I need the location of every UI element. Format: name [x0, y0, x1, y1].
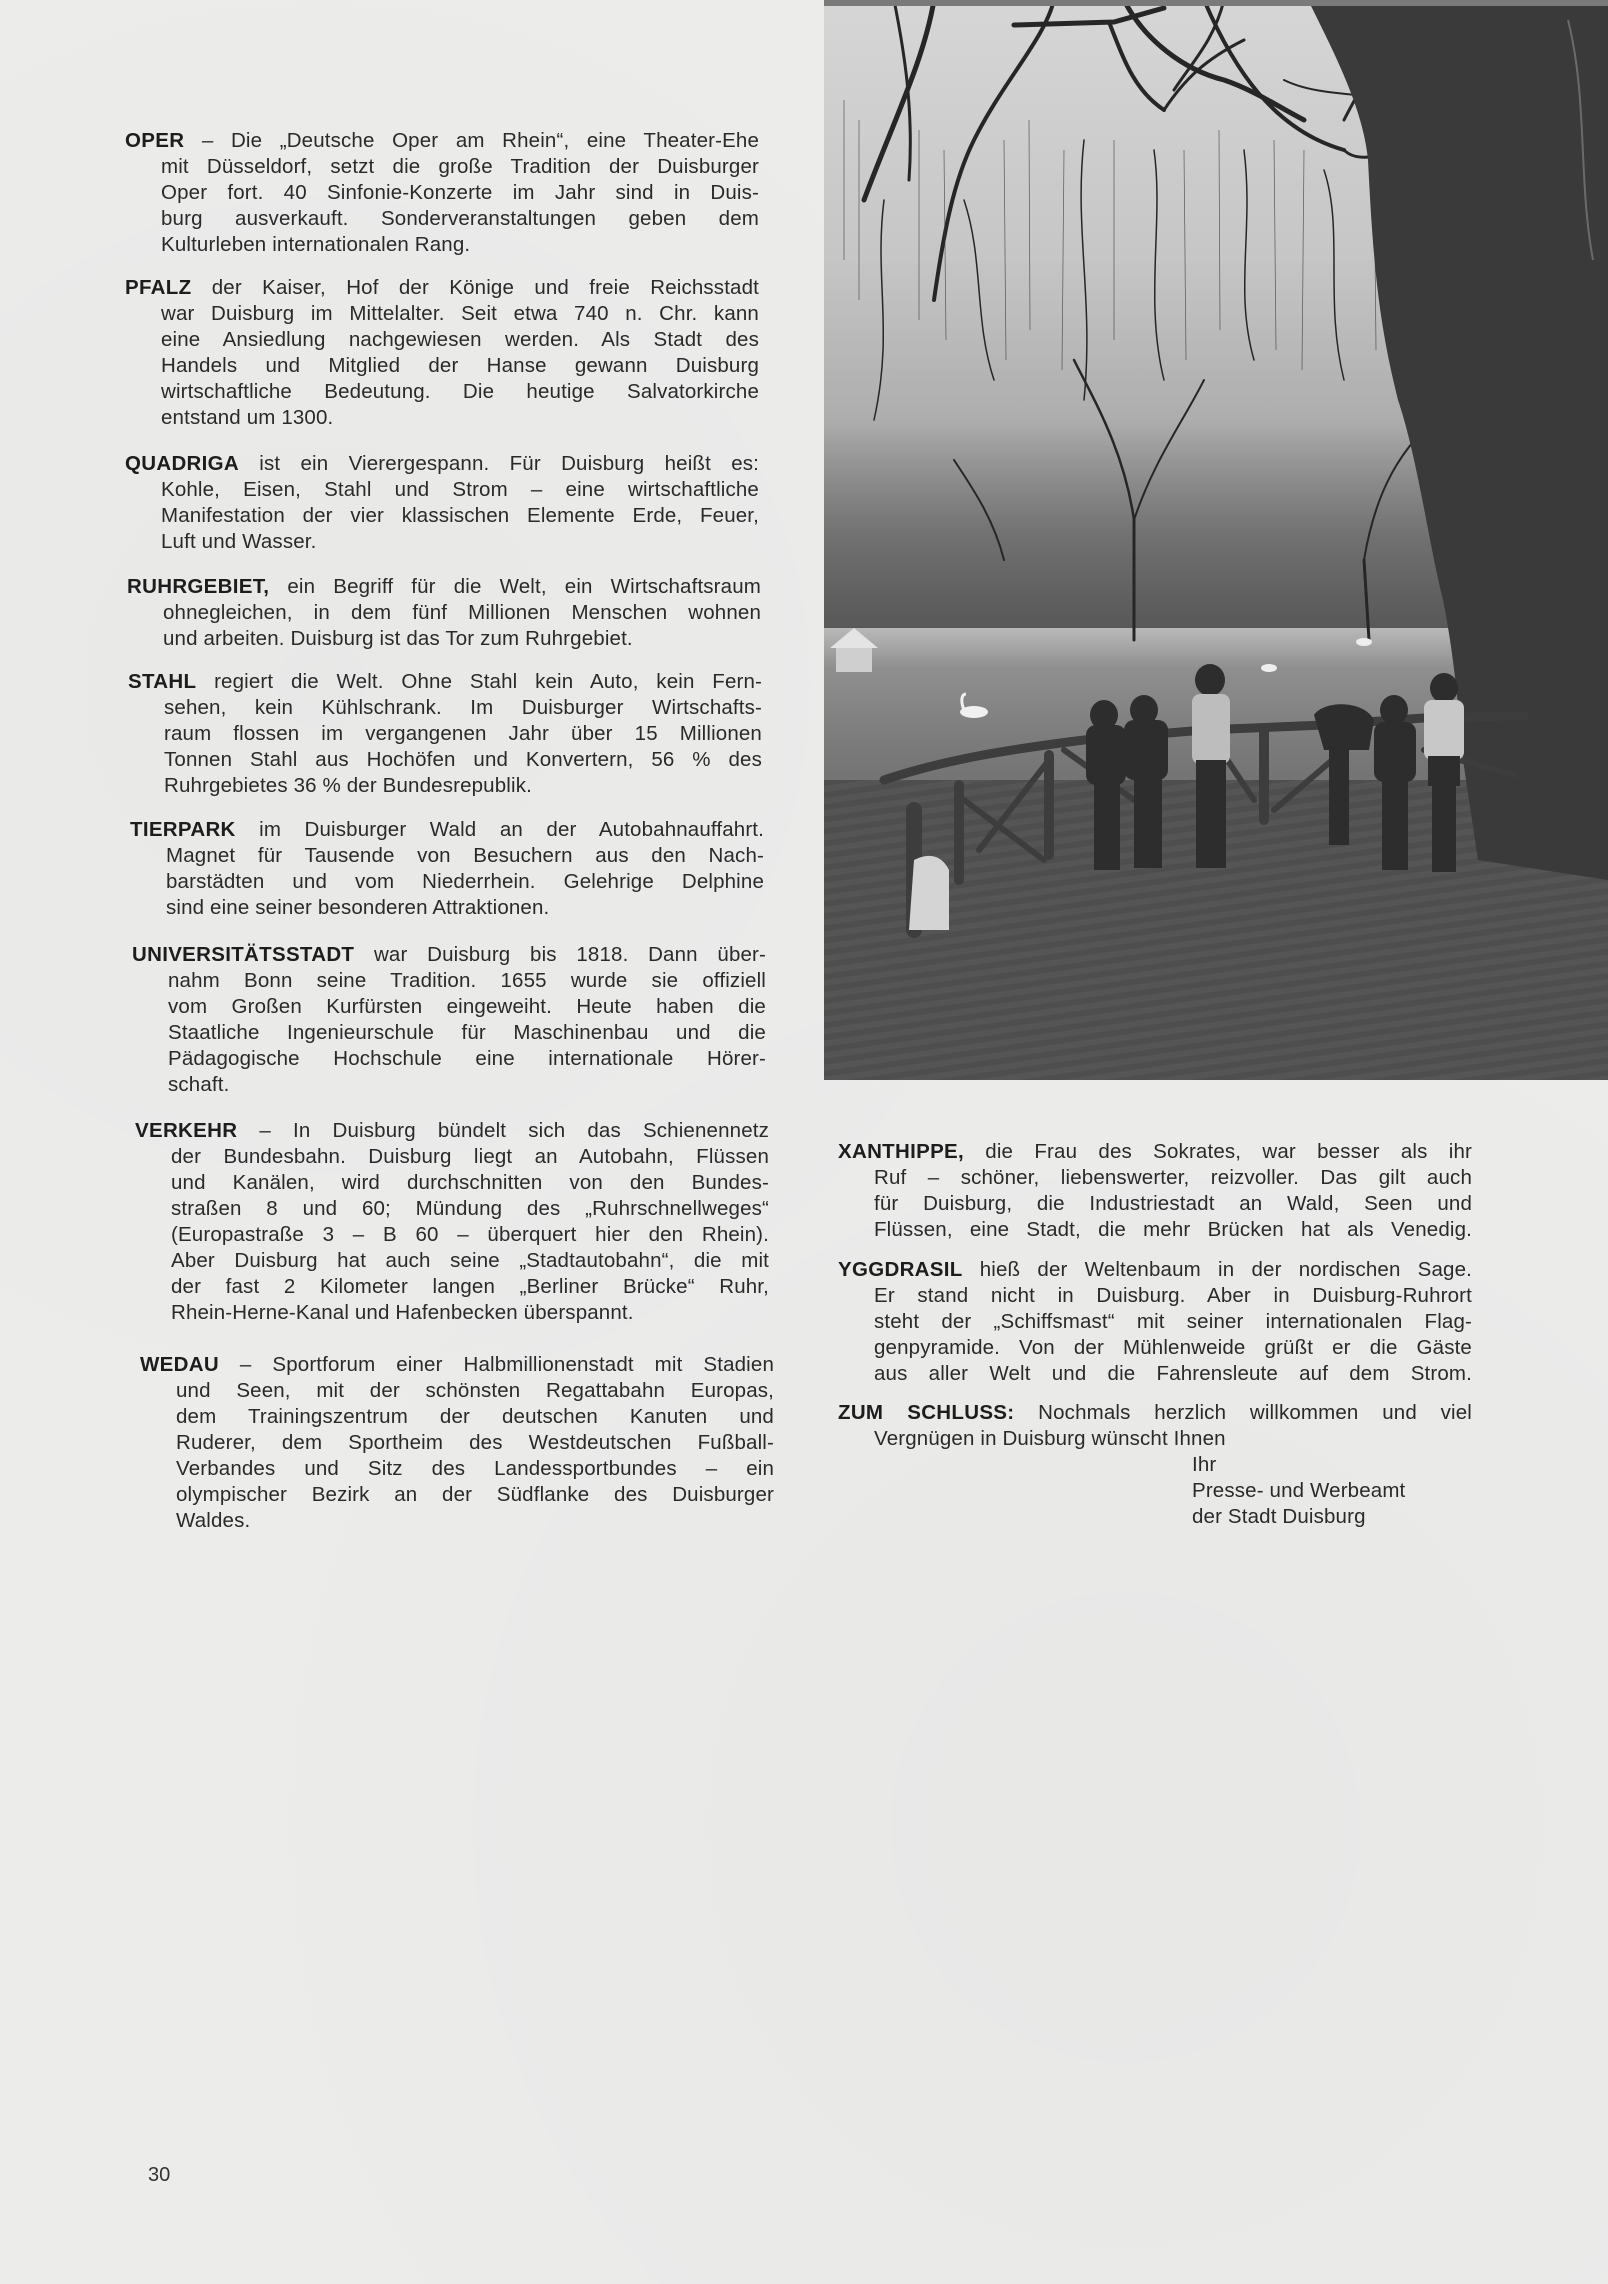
entry-pfalz — [125, 275, 759, 431]
entry-term: XANTHIPPE, — [838, 1140, 965, 1163]
entry-line: Oper fort. 40 Sinfonie-Konzerte im Jahr sind in Duis- — [161, 181, 759, 204]
entry-line: Flüssen, eine Stadt, die mehr Brücken hat als Venedig. — [874, 1218, 1472, 1241]
entry-line: und arbeiten. Duisburg ist das Tor zum Ruhrgebiet. — [163, 627, 633, 650]
entry-term: YGGDRASIL — [838, 1258, 963, 1281]
entry-line: für Duisburg, die Industriestadt an Wald, Seen und — [874, 1192, 1472, 1215]
entry-line: Kohle, Eisen, Stahl und Strom – eine wirtschaftliche — [161, 478, 759, 501]
entry-line: Luft und Wasser. — [161, 530, 317, 553]
entry-line: TIERPARK im Duisburger Wald an der Autobahnauffahrt. — [130, 818, 764, 841]
entry-line: WEDAU – Sportforum einer Halbmillionenstadt mit Stadien — [140, 1353, 774, 1376]
entry-line: olympischer Bezirk an der Südflanke des Duisburger — [176, 1483, 774, 1506]
entry-quadriga — [125, 451, 759, 555]
entry-line: steht der „Schiffsmast“ mit seiner internationalen Flag- — [874, 1310, 1472, 1333]
entry-line: Ruderer, dem Sportheim des Westdeutschen Fußball- — [176, 1431, 774, 1454]
entry-line: (Europastraße 3 – B 60 – überquert hier den Rhein). — [171, 1223, 769, 1246]
entry-term: QUADRIGA — [125, 452, 240, 475]
entry-line: mit Düsseldorf, setzt die große Tradition der Duisburger — [161, 155, 759, 178]
entry-tierpark — [130, 817, 764, 921]
entry-line: entstand um 1300. — [161, 406, 334, 429]
entry-line: der fast 2 Kilometer langen „Berliner Brücke“ Ruhr, — [171, 1275, 769, 1298]
entry-line: Handels und Mitglied der Hanse gewann Duisburg — [161, 354, 759, 377]
entry-line: straßen 8 und 60; Mündung des „Ruhrschnellweges“ — [171, 1197, 769, 1220]
entry-line: YGGDRASIL hieß der Weltenbaum in der nordischen Sage. — [838, 1258, 1472, 1281]
entry-line: Staatliche Ingenieurschule für Maschinenbau und die — [168, 1021, 766, 1044]
entry-line: sind eine seiner besonderen Attraktionen. — [166, 896, 550, 919]
entry-line: aus aller Welt und die Fahrensleute auf dem Strom. — [874, 1362, 1472, 1385]
entry-universitaetsstadt — [132, 942, 766, 1098]
entry-verkehr — [135, 1118, 769, 1326]
entry-yggdrasil — [838, 1257, 1472, 1387]
entry-line: VERKEHR – In Duisburg bündelt sich das Schienennetz — [135, 1119, 769, 1142]
entry-line: Kulturleben internationalen Rang. — [161, 233, 471, 256]
entry-line: nahm Bonn seine Tradition. 1655 wurde sie offiziell — [168, 969, 766, 992]
entry-line: OPER – Die „Deutsche Oper am Rhein“, eine Theater-Ehe — [125, 129, 759, 152]
page-number: 30 — [148, 2164, 171, 2186]
entry-term: RUHRGEBIET, — [127, 575, 270, 598]
entry-oper — [125, 128, 759, 258]
entry-line: war Duisburg im Mittelalter. Seit etwa 740 n. Chr. kann — [161, 302, 759, 325]
entry-wedau — [140, 1352, 774, 1534]
entry-line: Rhein-Herne-Kanal und Hafenbecken überspannt. — [171, 1301, 634, 1324]
entry-line: barstädten und vom Niederrhein. Gelehrige Delphine — [166, 870, 764, 893]
entry-term: VERKEHR — [135, 1119, 238, 1142]
entry-term: ZUM SCHLUSS: — [838, 1401, 1015, 1424]
entry-line: vom Großen Kurfürsten eingeweiht. Heute haben die — [168, 995, 766, 1018]
entry-line: genpyramide. Von der Mühlenweide grüßt er die Gäste — [874, 1336, 1472, 1359]
signature-line: Ihr — [1192, 1453, 1217, 1476]
entry-line: Waldes. — [176, 1509, 251, 1532]
entry-term: TIERPARK — [130, 818, 236, 841]
entry-line: sehen, kein Kühlschrank. Im Duisburger Wirtschafts- — [164, 696, 762, 719]
entry-line: der Bundesbahn. Duisburg liegt an Autobahn, Flüssen — [171, 1145, 769, 1168]
entry-line: Magnet für Tausende von Besuchern aus den Nach- — [166, 844, 764, 867]
entry-line: wirtschaftliche Bedeutung. Die heutige Salvatorkirche — [161, 380, 759, 403]
entry-line: STAHL regiert die Welt. Ohne Stahl kein Auto, kein Fern- — [128, 670, 762, 693]
entry-term: WEDAU — [140, 1353, 219, 1376]
entry-xanthippe — [838, 1139, 1472, 1243]
entry-line: Ruhrgebietes 36 % der Bundesrepublik. — [164, 774, 532, 797]
entry-line: XANTHIPPE, die Frau des Sokrates, war besser als ihr — [838, 1140, 1472, 1163]
entry-line: und Kanälen, wird durchschnitten von den Bundes- — [171, 1171, 769, 1194]
entry-term: STAHL — [128, 670, 197, 693]
entry-line: Aber Duisburg hat auch seine „Stadtautobahn“, die mit — [171, 1249, 769, 1272]
entry-term: UNIVERSITÄTSSTADT — [132, 943, 355, 966]
entry-line: und Seen, mit der schönsten Regattabahn Europas, — [176, 1379, 774, 1402]
entry-line: Verbandes und Sitz des Landessportbundes – ein — [176, 1457, 774, 1480]
entry-line: Pädagogische Hochschule eine internationale Hörer- — [168, 1047, 766, 1070]
entry-line: ohnegleichen, in dem fünf Millionen Menschen wohnen — [163, 601, 761, 624]
entry-line: Tonnen Stahl aus Hochöfen und Konvertern, 56 % des — [164, 748, 762, 771]
entry-ruhrgebiet — [127, 574, 761, 652]
entry-line: Vergnügen in Duisburg wünscht Ihnen — [874, 1427, 1226, 1450]
entry-line: eine Ansiedlung nachgewiesen werden. Als Stadt des — [161, 328, 759, 351]
railing-children-icon — [824, 600, 1608, 1080]
signature-line: Presse- und Werbeamt — [1192, 1479, 1406, 1502]
photo-top-edge — [824, 0, 1608, 6]
entry-line: UNIVERSITÄTSSTADT war Duisburg bis 1818. Dann über- — [132, 943, 766, 966]
entry-line: RUHRGEBIET, ein Begriff für die Welt, ein Wirtschaftsraum — [127, 575, 761, 598]
entry-line: Er stand nicht in Duisburg. Aber in Duisburg-Ruhrort — [874, 1284, 1472, 1307]
entry-line: schaft. — [168, 1073, 230, 1096]
entry-zum-schluss — [838, 1400, 1472, 1530]
entry-line: burg ausverkauft. Sonderveranstaltungen geben dem — [161, 207, 759, 230]
signature-line: der Stadt Duisburg — [1192, 1505, 1366, 1528]
entry-line: QUADRIGA ist ein Vierergespann. Für Duisburg heißt es: — [125, 452, 759, 475]
entry-line: PFALZ der Kaiser, Hof der Könige und freie Reichsstadt — [125, 276, 759, 299]
entry-term: OPER — [125, 129, 185, 152]
entry-line: Ruf – schöner, liebenswerter, reizvoller. Das gilt auch — [874, 1166, 1472, 1189]
entry-line: raum flossen im vergangenen Jahr über 15 Millionen — [164, 722, 762, 745]
entry-stahl — [128, 669, 762, 799]
entry-line: Manifestation der vier klassischen Elemente Erde, Feuer, — [161, 504, 759, 527]
entry-line: ZUM SCHLUSS: Nochmals herzlich willkommen und viel — [838, 1401, 1472, 1424]
entry-term: PFALZ — [125, 276, 192, 299]
entry-line: dem Trainingszentrum der deutschen Kanuten und — [176, 1405, 774, 1428]
park-lake-photo — [824, 0, 1608, 1080]
